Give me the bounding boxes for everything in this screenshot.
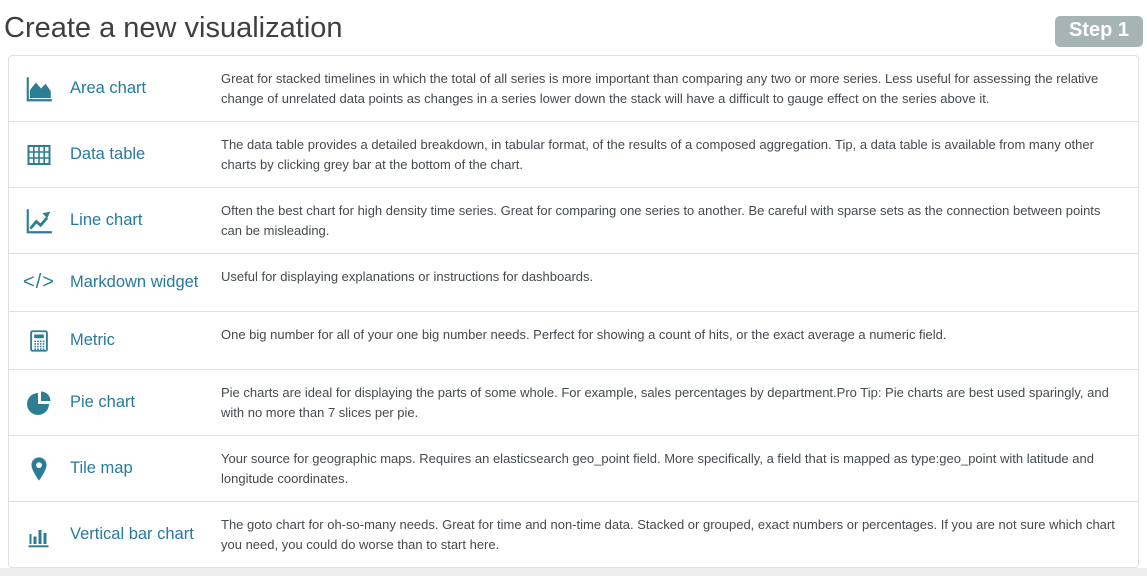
visualization-type-line-chart[interactable] — [9, 187, 1138, 253]
page-header — [0, 0, 1147, 55]
row-left — [23, 140, 221, 170]
visualization-type-data-table[interactable] — [9, 121, 1138, 187]
vertical-bar-chart-icon — [23, 520, 55, 550]
visualization-type-description: Often the best chart for high density time series. Great for comparing one series to another. Be careful with sparse sets as the connection between points can be misleading. — [221, 203, 1101, 238]
area-chart-icon — [23, 74, 55, 104]
visualization-type-label: Metric — [70, 331, 115, 349]
tile-map-icon — [23, 454, 55, 484]
metric-icon — [23, 326, 55, 356]
visualization-type-label: Markdown widget — [70, 273, 199, 291]
row-left — [23, 520, 221, 550]
row-left — [23, 326, 221, 356]
row-left — [23, 74, 221, 104]
visualization-type-vertical-bar-chart[interactable] — [9, 501, 1138, 567]
row-left — [23, 206, 221, 236]
page-title: Create a new visualization — [4, 12, 343, 44]
visualization-type-label: Tile map — [70, 459, 133, 477]
visualization-type-metric[interactable] — [9, 311, 1138, 369]
row-left — [23, 454, 221, 484]
visualization-type-description: Great for stacked timelines in which the total of all series is more important than comparing any two or more series. Less useful for assessing the relative change of unrelated data points as changes in a series lower down the stack will have a difficult to gauge effect on the series above it. — [221, 71, 1099, 106]
visualization-type-description: One big number for all of your one big number needs. Perfect for showing a count of hits, or the exact average a numeric field. — [221, 327, 947, 342]
row-left — [23, 388, 221, 418]
visualization-type-label: Line chart — [70, 211, 143, 229]
visualization-type-label: Area chart — [70, 79, 147, 97]
visualization-type-description: Your source for geographic maps. Requires an elasticsearch geo_point field. More specifically, a field that is mapped as type:geo_point with latitude and longitude coordinates. — [221, 451, 1094, 486]
visualization-type-description: The goto chart for oh-so-many needs. Great for time and non-time data. Stacked or grouped, exact numbers or percentages. If you are not sure which chart you need, you could do worse than to start here. — [221, 517, 1115, 552]
row-left — [23, 268, 221, 298]
bottom-divider — [0, 568, 1147, 576]
visualization-type-markdown-widget[interactable] — [9, 253, 1138, 311]
visualization-type-description: The data table provides a detailed breakdown, in tabular format, of the results of a composed aggregation. Tip, a data table is available from many other charts by clicking grey bar at the bottom of the chart. — [221, 137, 1094, 172]
visualization-type-tile-map[interactable] — [9, 435, 1138, 501]
data-table-icon — [23, 140, 55, 170]
visualization-type-label: Pie chart — [70, 393, 136, 411]
visualization-type-area-chart[interactable] — [9, 56, 1138, 121]
visualization-type-label: Data table — [70, 145, 146, 163]
visualization-type-list — [8, 55, 1139, 568]
visualization-type-pie-chart[interactable] — [9, 369, 1138, 435]
markdown-icon: </> — [23, 271, 55, 293]
pie-chart-icon — [23, 388, 55, 418]
visualization-type-description: Useful for displaying explanations or instructions for dashboards. — [221, 269, 594, 284]
step-badge: Step 1 — [1055, 16, 1143, 47]
visualization-type-label: Vertical bar chart — [70, 525, 194, 543]
visualization-type-description: Pie charts are ideal for displaying the parts of some whole. For example, sales percentages by department.Pro Tip: Pie charts are best used sparingly, and with no more than 7 slices per pie. — [221, 385, 1109, 420]
line-chart-icon — [23, 206, 55, 236]
